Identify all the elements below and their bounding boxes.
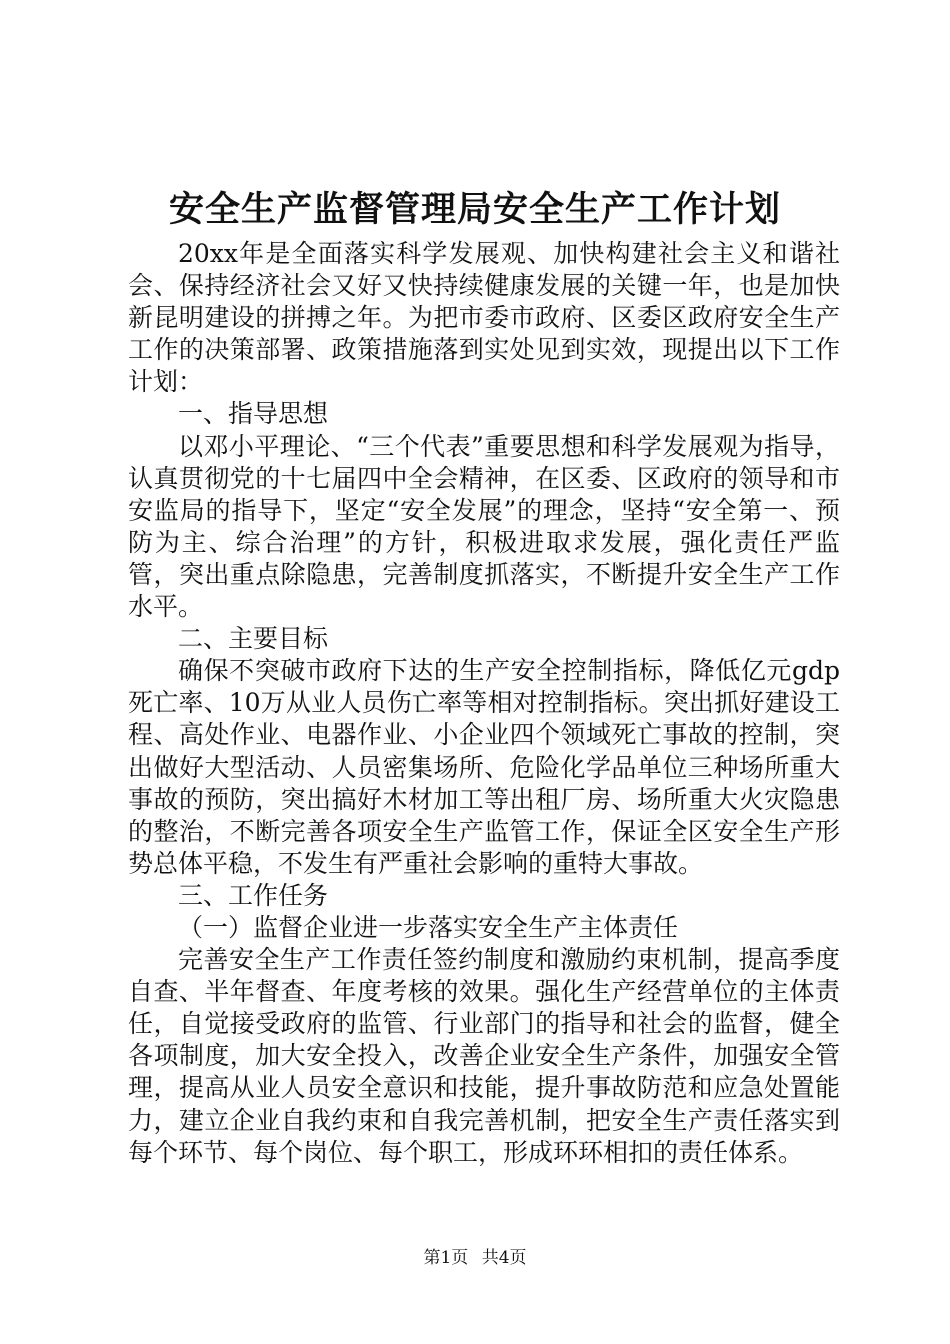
subsection-heading-enterprise-responsibility: （一）监督企业进一步落实安全生产主体责任 xyxy=(178,912,679,942)
guiding-ideology-paragraph: 以邓小平理论、“三个代表”重要思想和科学发展观为指导，认真贯彻党的十七届四中全会精神，在区委、区政府的领导和市安监局的指导下，坚定“安全发展”的理念，坚持“安全第一、预防为主、综合治理”的方针，积极进取求发展，强化责任严监管，突出重点除隐患，完善制度抓落实，不断提升安全生产工作水平。 xyxy=(128,431,840,622)
page-total: 共4页 xyxy=(481,1248,527,1268)
document-title: 安全生产监督管理局安全生产工作计划 xyxy=(168,189,781,230)
section-heading-guiding-ideology: 一、指导思想 xyxy=(178,399,329,429)
document-body xyxy=(128,238,840,1169)
enterprise-responsibility-paragraph: 完善安全生产工作责任签约制度和激励约束机制，提高季度自查、半年督查、年度考核的效果。强化生产经营单位的主体责任，自觉接受政府的监管、行业部门的指导和社会的监督，健全各项制度，加大安全投入，改善企业安全生产条件，加强安全管理，提高从业人员安全意识和技能，提升事故防范和应急处置能力，建立企业自我约束和自我完善机制，把安全生产责任落实到每个环节、每个岗位、每个职工，形成环环相扣的责任体系。 xyxy=(128,945,840,1167)
section-heading-work-tasks: 三、工作任务 xyxy=(178,880,329,910)
page-footer xyxy=(0,1246,950,1270)
page-number: 第1页 xyxy=(423,1248,469,1268)
section-heading-main-goals: 二、主要目标 xyxy=(178,624,329,654)
main-goals-paragraph: 确保不突破市政府下达的生产安全控制指标，降低亿元gdp死亡率、10万从业人员伤亡率等相对控制指标。突出抓好建设工程、高处作业、电器作业、小企业四个领域死亡事故的控制，突出做好大型活动、人员密集场所、危险化学品单位三种场所重大事故的预防，突出搞好木材加工等出租厂房、场所重大火灾隐患的整治，不断完善各项安全生产监管工作，保证全区安全生产形势总体平稳，不发生有严重社会影响的重特大事故。 xyxy=(128,656,840,878)
intro-paragraph: 20xx年是全面落实科学发展观、加快构建社会主义和谐社会、保持经济社会又好又快持续健康发展的关键一年，也是加快新昆明建设的拼搏之年。为把市委市政府、区委区政府安全生产工作的决策部署、政策措施落到实处见到实效，现提出以下工作计划： xyxy=(128,239,840,397)
